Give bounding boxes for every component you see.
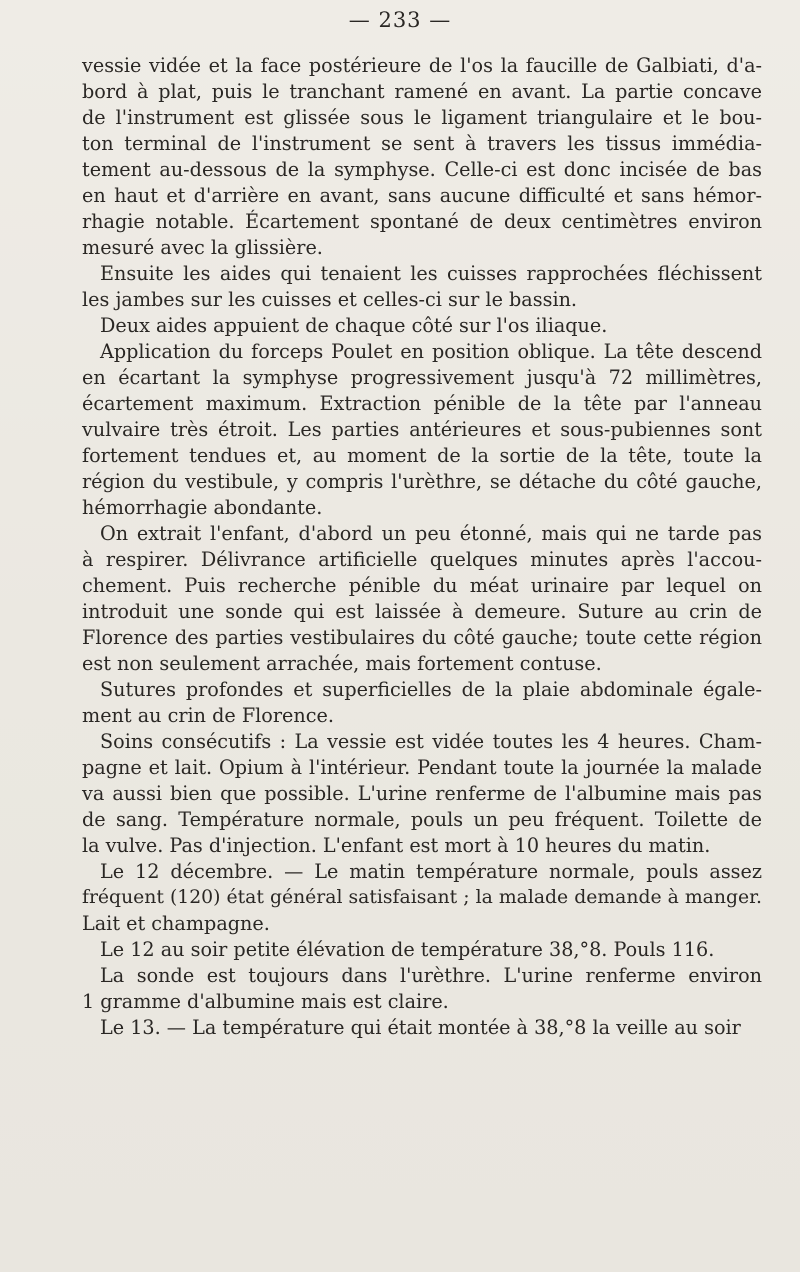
text-line: rhagie notable. Écartement spontané de deux centimètres environ <box>82 210 762 233</box>
text-line: va aussi bien que possible. L'urine renferme de l'albumine mais pas <box>82 782 762 805</box>
text-line: Ensuite les aides qui tenaient les cuisses rapprochées fléchissent <box>100 262 762 285</box>
text-line: mesuré avec la glissière. <box>82 236 323 259</box>
text-line: Sutures profondes et superficielles de la plaie abdominale égale- <box>100 678 762 701</box>
text-line: de l'instrument est glissée sous le ligament triangulaire et le bou- <box>82 106 762 129</box>
text-line: en écartant la symphyse progressivement jusqu'à 72 millimètres, <box>82 366 762 389</box>
text-line: Soins consécutifs : La vessie est vidée toutes les 4 heures. Cham- <box>100 730 762 753</box>
page-number: — 233 — <box>348 8 452 32</box>
text-line: chement. Puis recherche pénible du méat urinaire par lequel on <box>82 574 762 597</box>
text-line: hémorrhagie abondante. <box>82 496 323 519</box>
text-line: vulvaire très étroit. Les parties antérieures et sous-pubiennes sont <box>82 418 762 441</box>
text-line: de sang. Température normale, pouls un peu fréquent. Toilette de <box>82 808 762 831</box>
text-line: ton terminal de l'instrument se sent à travers les tissus immédia- <box>82 132 762 155</box>
text-line: en haut et d'arrière en avant, sans aucune difficulté et sans hémor- <box>82 184 762 207</box>
text-line: bord à plat, puis le tranchant ramené en avant. La partie concave <box>82 80 762 103</box>
text-line: Application du forceps Poulet en position oblique. La tête descend <box>100 340 762 363</box>
text-line: tement au-dessous de la symphyse. Celle-ci est donc incisée de bas <box>82 158 762 181</box>
text-line: à respirer. Délivrance artificielle quelques minutes après l'accou- <box>82 548 762 571</box>
text-line: Le 12 décembre. — Le matin température normale, pouls assez <box>100 860 762 883</box>
text-line: fréquent (120) état général satisfaisant ; la malade demande à manger. <box>82 887 762 908</box>
text-line: la vulve. Pas d'injection. L'enfant est mort à 10 heures du matin. <box>82 834 711 857</box>
text-line: vessie vidée et la face postérieure de l'os la faucille de Galbiati, d'a- <box>82 54 762 77</box>
text-line: pagne et lait. Opium à l'intérieur. Pendant toute la journée la malade <box>82 756 762 779</box>
text-line: écartement maximum. Extraction pénible de la tête par l'anneau <box>82 392 762 415</box>
text-line: Deux aides appuient de chaque côté sur l'os iliaque. <box>100 314 608 337</box>
body-text <box>82 53 762 1041</box>
text-line: On extrait l'enfant, d'abord un peu étonné, mais qui ne tarde pas <box>100 522 762 545</box>
text-line: Le 12 au soir petite élévation de température 38,°8. Pouls 116. <box>100 938 715 961</box>
text-line: ment au crin de Florence. <box>82 704 334 727</box>
text-line: fortement tendues et, au moment de la sortie de la tête, toute la <box>82 444 762 467</box>
text-line: 1 gramme d'albumine mais est claire. <box>82 990 449 1013</box>
text-line: La sonde est toujours dans l'urèthre. L'urine renferme environ <box>100 964 762 987</box>
text-line: Le 13. — La température qui était montée à 38,°8 la veille au soir <box>100 1016 741 1039</box>
text-line: Lait et champagne. <box>82 912 270 935</box>
text-line: introduit une sonde qui est laissée à demeure. Suture au crin de <box>82 600 762 623</box>
text-line: est non seulement arrachée, mais fortement contuse. <box>82 652 602 675</box>
text-line: Florence des parties vestibulaires du côté gauche; toute cette région <box>82 626 762 649</box>
text-line: région du vestibule, y compris l'urèthre, se détache du côté gauche, <box>82 470 762 493</box>
text-line: les jambes sur les cuisses et celles-ci sur le bassin. <box>82 288 578 311</box>
